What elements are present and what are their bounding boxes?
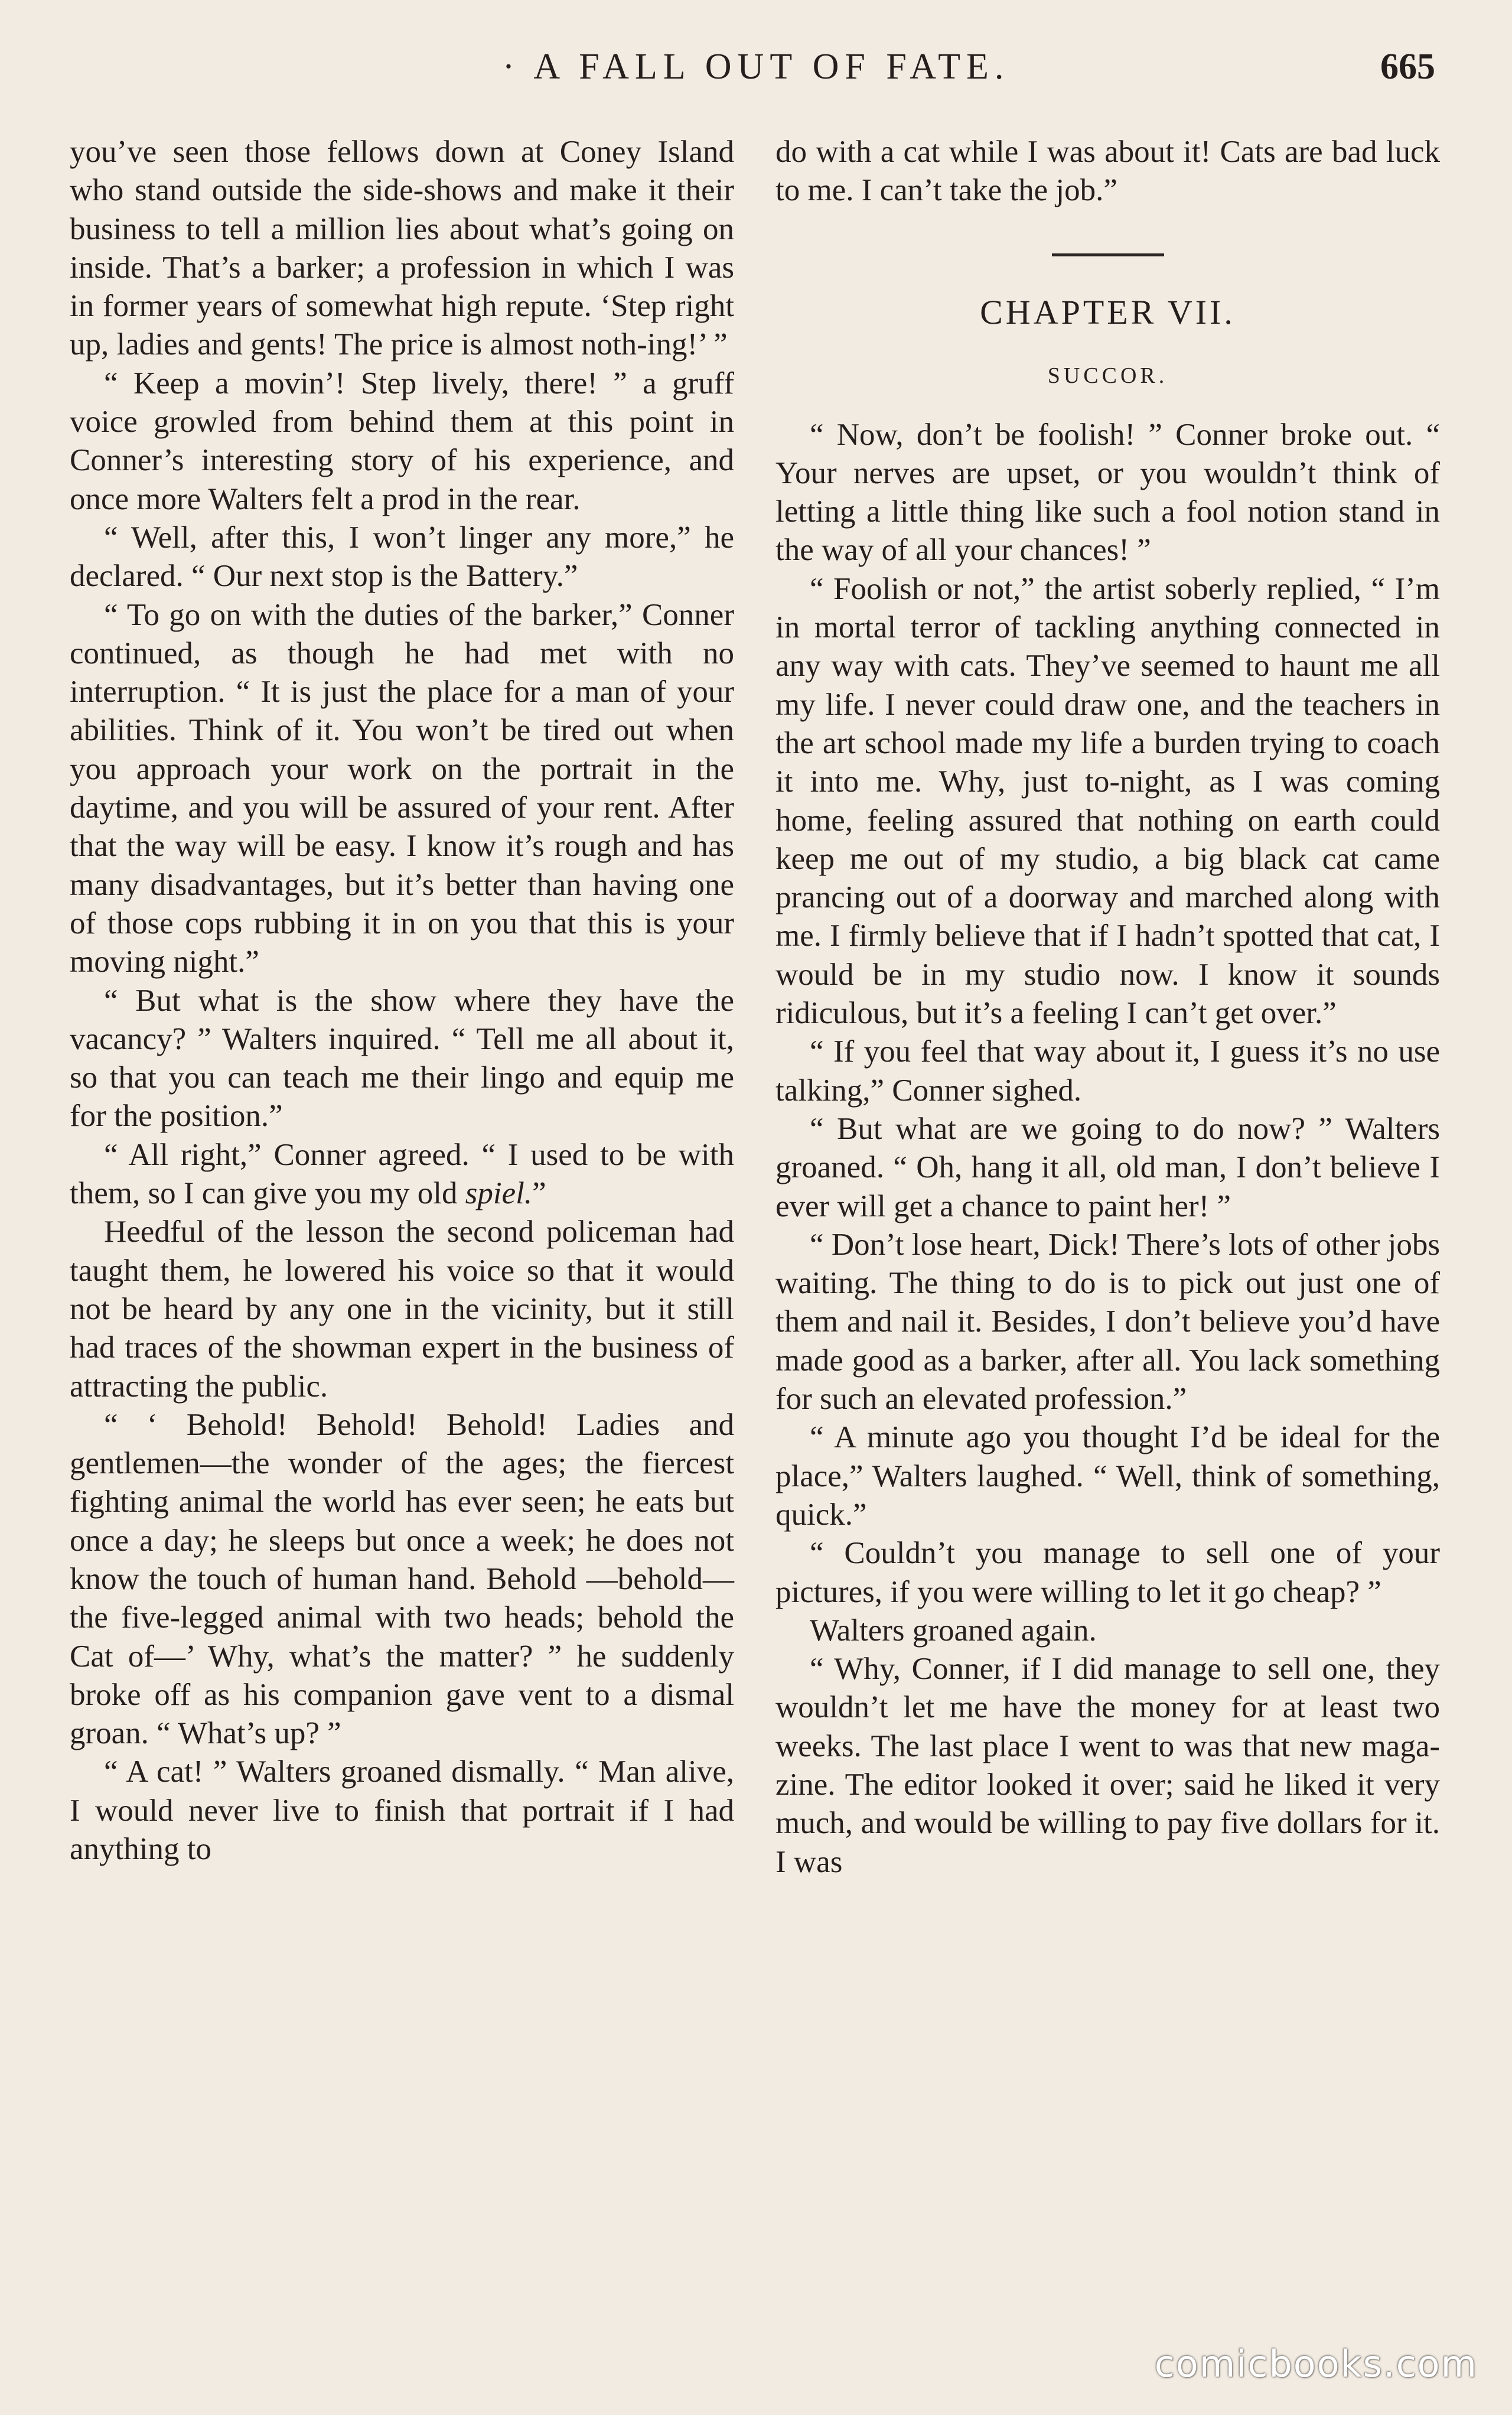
paragraph: “ If you feel that way about it, I guess it’s no use talking,” Conner sighed. [775,1034,1440,1108]
paragraph: “ But what are we going to do now? ” Walters groaned. “ Oh, hang it all, old man, I don’t believe I ever will get a chance to paint her! ” [775,1111,1440,1223]
paragraph: “ A minute ago you thought I’d be ideal for the place,” Walters laughed. “ Well, think of something, quick.” [775,1420,1440,1532]
paragraph: do with a cat while I was about it! Cats are bad luck to me. I can’t take the job.” [775,135,1440,208]
paragraph: “ Don’t lose heart, Dick! There’s lots of other jobs waiting. The thing to do is to pick out just one of them and nail it. Besides, I don’t believe you’d have made good as a barker, after all. You lack something for such an elevated profession.” [775,1227,1440,1417]
paragraph: “ Now, don’t be foolish! ” Conner broke out. “ Your nerves are upset, or you wouldn’t think of letting a little thing like such a fool notion stand in the way of all your chances! ” [775,417,1440,568]
page-header [65,46,1447,105]
paragraph-text: “ All right,” Conner agreed. “ I used to be with them, so I can give you my old [70,1137,734,1211]
paragraph: Heedful of the lesson the second policeman had taught them, he lowered his voice so that it would not be heard by any one in the vicinity, but it still had traces of the showman expert in the business of attracting the public. [70,1215,734,1404]
italic-word: spiel. [465,1176,533,1211]
paragraph: you’ve seen those fellows down at Coney Island who stand outside the side-shows and make it their business to tell a million lies about what’s going on inside. That’s a barker; a profession in which I was in former years of somewhat high repute. ‘Step right up, ladies and gents! The price is almost noth-ing!’ ” [70,135,734,362]
paragraph: “ Foolish or not,” the artist soberly replied, “ I’m in mortal terror of tackling anything connected in any way with cats. They’ve seemed to haunt me all my life. I never could draw one, and the teachers in the art school made my life a burden trying to coach it into me. Why, just to-night, as I was coming home, feeling assured that nothing on earth could keep me out of my studio, a big black cat came prancing out of a doorway and marched along with me. I firmly believe that if I hadn’t spotted that cat, I would be in my studio now. I know it sounds ridiculous, but it’s a feeling I can’t get over.” [775,571,1440,1031]
paragraph: “ ‘ Behold! Behold! Behold! Ladies and gentlemen—the wonder of the ages; the fiercest fighting animal the world has ever seen; he eats but once a day; he sleeps but once a week; he does not know the touch of human hand. Behold —behold—the five-legged animal with two heads; behold the Cat of—’ Why, what’s the matter? ” he suddenly broke off as his companion gave vent to a dismal groan. “ What’s up? ” [70,1407,734,1751]
paragraph: “ Couldn’t you manage to sell one of your pictures, if you were willing to let it go cheap? ” [775,1536,1440,1609]
section-divider [1052,253,1164,256]
page-number: 665 [1380,47,1435,87]
paragraph: Walters groaned again. [810,1613,1097,1648]
watermark: comicbooks.com [1154,2342,1478,2385]
paragraph-text: ” [532,1176,546,1211]
paragraph: “ Well, after this, I won’t linger any more,” he declared. “ Our next stop is the Battery.” [70,520,734,594]
running-title: · A FALL OUT OF FATE. [502,47,1010,87]
left-column [70,133,734,1869]
chapter-subtitle: SUCCOR. [1047,363,1168,388]
paragraph: “ But what is the show where they have the vacancy? ” Walters inquired. “ Tell me all about it, so that you can teach me their lingo and equip me for the position.” [70,983,734,1134]
chapter-title: CHAPTER VII. [980,292,1236,331]
paragraph: “ Why, Conner, if I did manage to sell one, they wouldn’t let me have the money for at least two weeks. The last place I went to was that new magazine. The editor looked it over; said he liked it very much, and would be willing to pay five dollars for it. I was [775,1652,1440,1879]
paragraph: “ To go on with the duties of the barker,” Conner continued, as though he had met with no interruption. “ It is just the place for a man of your abilities. Think of it. You won’t be tired out when you approach your work on the portrait in the daytime, and you will be assured of your rent. After that the way will be easy. I know it’s rough and has many disadvantages, but it’s better than having one of those cops rubbing it in on you that this is your moving night.” [70,597,734,979]
paragraph [70,1136,734,1213]
right-column [775,133,1440,1882]
paragraph: “ Keep a movin’! Step lively, there! ” a gruff voice growled from behind them at this point in Conner’s interesting story of his experience, and once more Walters felt a prod in the rear. [70,366,734,516]
paragraph: “ A cat! ” Walters groaned dismally. “ Man alive, I would never live to finish that portrait if I had anything to [70,1755,734,1867]
